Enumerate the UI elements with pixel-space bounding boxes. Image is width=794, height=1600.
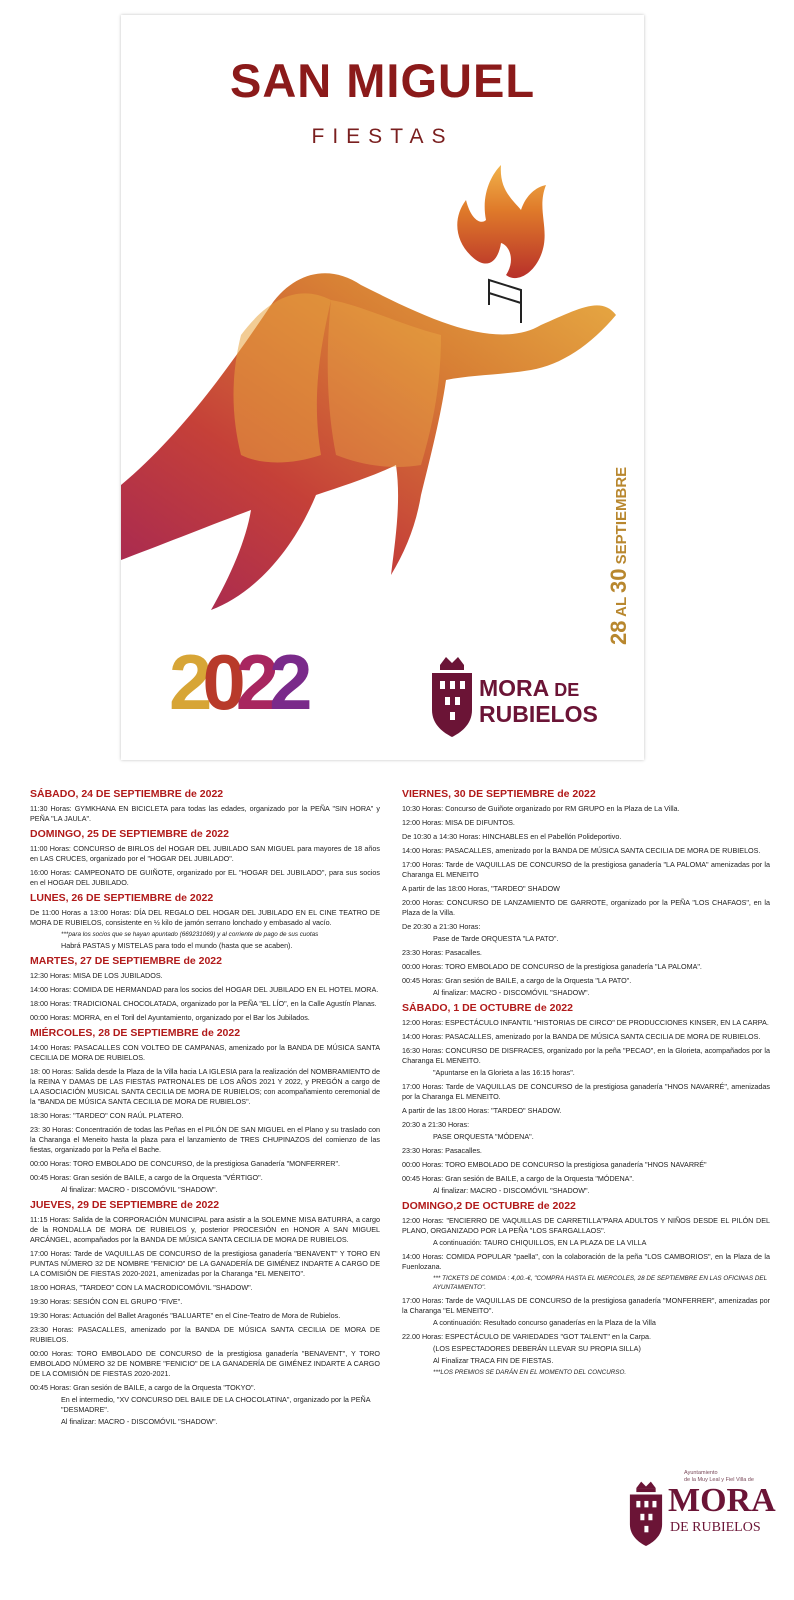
- event-subline: Habrá PASTAS y MISTELAS para todo el mundo (hasta que se acaben).: [61, 941, 293, 950]
- footer-small-line: Ayuntamiento: [684, 1470, 718, 1476]
- dates-start: 28: [606, 620, 631, 645]
- event-item: 00:45 Horas: Gran sesión de BAILE, a cargo de la Orquesta "TOKYO".: [30, 1383, 256, 1392]
- program-column-right: [402, 785, 770, 1381]
- footer-crest-icon: [628, 1480, 664, 1546]
- event-item: De 20:30 a 21:30 Horas:: [402, 922, 481, 931]
- footer-logo: [628, 1470, 778, 1570]
- event-subline: (LOS ESPECTADORES DEBERÁN LLEVAR SU PROPIA SILLA): [433, 1344, 641, 1353]
- event-item: 11:30 Horas: GYMKHANA EN BICICLETA para todas las edades, organizado por la PEÑA "SIN HORA" y PEÑA "LA JAULA".: [30, 804, 380, 823]
- event-item: 22.00 Horas: ESPECTÁCULO DE VARIEDADES "GOT TALENT" en la Carpa.: [402, 1332, 652, 1341]
- event-item: 12:00 Horas: "ENCIERRO DE VAQUILLAS DE CARRETILLA"PARA ADULTOS Y NIÑOS DESDE EL PILÓN DEL PLANO, ORGANIZADO POR LA PEÑA "LOS SFARGALLAOS".: [402, 1216, 770, 1235]
- event-item: 00:45 Horas: Gran sesión de BAILE, a cargo de la Orquesta "MÓDENA".: [402, 1174, 635, 1183]
- event-item: 14:00 Horas: PASACALLES CON VOLTEO DE CAMPANAS, amenizado por la BANDA DE MÚSICA SANTA CECILIA DE MORA DE RUBIELOS.: [30, 1043, 380, 1062]
- event-item: 23:30 Horas: Pasacalles.: [402, 1146, 482, 1155]
- event-item: A partir de las 18:00 Horas, "TARDEO" SHADOW: [402, 884, 560, 893]
- event-subline: Al finalizar: MACRO - DISCOMÓVIL "SHADOW".: [433, 988, 590, 997]
- event-item: 00:00 Horas: TORO EMBOLADO DE CONCURSO de la prestigiosa ganadería "LA PALOMA".: [402, 962, 702, 971]
- event-item: 17:00 Horas: Tarde de VAQUILLAS DE CONCURSO de la prestigiosa ganadería "HNOS NAVARRÉ", amenizadas por la Charanga EL MENEITO.: [402, 1082, 770, 1101]
- bull-artwork: [121, 165, 644, 615]
- event-item: 11:15 Horas: Salida de la CORPORACIÓN MUNICIPAL para asistir a la SOLEMNE MISA BATURRA, a cargo de la RONDALLA DE MORA DE RUBIELOS y, posterior PROCESIÓN en HONOR A SAN MIGUEL ARCÁNGEL, acompañados por la BANDA DE MÚSICA SANTA CECILIA DE MORA DE RUBIELOS.: [30, 1215, 380, 1244]
- event-subline: A continuación: Resultado concurso ganaderías en la Plaza de la Villa: [433, 1318, 656, 1327]
- day-heading: DOMINGO,2 DE OCTUBRE de 2022: [402, 1200, 576, 1212]
- event-item: 14:00 Horas: PASACALLES, amenizado por la BANDA DE MÚSICA SANTA CECILIA DE MORA DE RUBIELOS.: [402, 1032, 761, 1041]
- town-name: [479, 675, 598, 728]
- event-note: ***para los socios que se hayan apuntado (669231069) y al corriente de pago de sus cuotas: [61, 931, 319, 938]
- event-item: 17:00 Horas: Tarde de VAQUILLAS DE CONCURSO de la prestigiosa ganadería "LA PALOMA" amenizadas por la Charanga EL MENEITO: [402, 860, 770, 879]
- event-subline: Al finalizar: MACRO - DISCOMÓVIL "SHADOW".: [61, 1185, 218, 1194]
- day-heading: MARTES, 27 DE SEPTIEMBRE de 2022: [30, 955, 222, 967]
- day-heading: SÁBADO, 24 DE SEPTIEMBRE de 2022: [30, 788, 224, 800]
- event-subline: En el intermedio, "XV CONCURSO DEL BAILE DE LA CHOCOLATINA", organizado por la PEÑA "DESMADRE".: [61, 1395, 371, 1414]
- event-item: 23:30 Horas: PASACALLES, amenizado por la BANDA DE MÚSICA SANTA CECILIA DE MORA DE RUBIELOS.: [30, 1325, 380, 1344]
- event-item: 17:00 Horas: Tarde de VAQUILLAS DE CONCURSO de la prestigiosa ganadería "MONFERRER", amenizadas por la Charanga "EL MENEITO".: [402, 1296, 770, 1315]
- event-item: 00:00 Horas: TORO EMBOLADO DE CONCURSO la prestigiosa ganadería "HNOS NAVARRÉ": [402, 1160, 707, 1169]
- footer-small-line: de la Muy Leal y Fiel Villa de: [684, 1477, 754, 1483]
- day-heading: MIÉRCOLES, 28 DE SEPTIEMBRE de 2022: [30, 1027, 241, 1039]
- fiestas-poster: [121, 15, 644, 760]
- event-note: ***LOS PREMIOS SE DARÁN EN EL MOMENTO DEL CONCURSO.: [433, 1369, 627, 1376]
- event-item: 14:00 Horas: PASACALLES, amenizado por la BANDA DE MÚSICA SANTA CECILIA DE MORA DE RUBIELOS.: [402, 846, 761, 855]
- day-heading: JUEVES, 29 DE SEPTIEMBRE de 2022: [30, 1199, 220, 1211]
- event-item: 18:00 HORAS, "TARDEO" CON LA MACRODICOMÓVIL "SHADOW".: [30, 1283, 253, 1292]
- event-item: 18: 00 Horas: Salida desde la Plaza de la Villa hacia LA IGLESIA para la realización del NOMBRAMIENTO de la REINA Y DAMAS DE LAS FIESTAS PATRONALES DE LOS AÑOS 2021 Y 2022, y PREGÓN a cargo de LA ASOCIACIÓN MUSICAL SANTA CECILIA DE MORA DE RUBIELOS; con acompañamiento ceremonial de la "BANDA DE MÚSICA SANTA CECILIA DE MORA DE RUBIELOS".: [30, 1067, 380, 1106]
- year-digit: 2: [235, 638, 270, 726]
- day-heading: VIERNES, 30 DE SEPTIEMBRE de 2022: [402, 788, 596, 800]
- event-subline: A continuación: TAURO CHIQUILLOS, EN LA PLAZA DE LA VILLA: [433, 1238, 647, 1247]
- flame-holder: [489, 280, 521, 323]
- dates-end: 30: [606, 568, 631, 593]
- poster-year: [169, 638, 303, 726]
- event-item: 00:00 Horas: MORRA, en el Toril del Ayuntamiento, organizado por el Bar los Jubilados.: [30, 1013, 310, 1022]
- year-digit: 2: [269, 638, 303, 726]
- day-heading: DOMINGO, 25 DE SEPTIEMBRE de 2022: [30, 828, 229, 840]
- event-item: 20:00 Horas: CONCURSO DE LANZAMIENTO DE GARROTE, organizado por la PEÑA "LOS CHAFAOS", en la Plaza de la Villa.: [402, 898, 770, 917]
- dates-month: SEPTIEMBRE: [613, 466, 630, 565]
- dates-al: AL: [613, 597, 630, 617]
- footer-town-name: MORA: [668, 1482, 776, 1519]
- event-item: 00:45 Horas: Gran sesión de BAILE, a cargo de la Orquesta "LA PATO".: [402, 976, 632, 985]
- day-heading: LUNES, 26 DE SEPTIEMBRE de 2022: [30, 892, 214, 904]
- event-item: 23:30 Horas: Pasacalles.: [402, 948, 482, 957]
- event-item: De 10:30 a 14:30 Horas: HINCHABLES en el Pabellón Polideportivo.: [402, 832, 622, 841]
- event-item: 10:30 Horas: Concurso de Guiñote organizado por RM GRUPO en la Plaza de La Villa.: [402, 804, 680, 813]
- day-heading: SÁBADO, 1 DE OCTUBRE de 2022: [402, 1002, 573, 1014]
- event-item: 23: 30 Horas: Concentración de todas las Peñas en el PILÓN DE SAN MIGUEL en el Plano y su traslado con la Charanga el Meneito hasta la plaza para el lanzamiento de TRES CHUPINAZOS del comienzo de las fiestas, organizado por la Peña el Bache.: [30, 1125, 380, 1154]
- poster-title: SAN MIGUEL: [229, 54, 536, 107]
- event-item: 14:00 Horas: COMIDA DE HERMANDAD para los socios del HOGAR DEL JUBILADO EN EL HOTEL MORA.: [30, 985, 379, 994]
- poster-subtitle: FIESTAS: [311, 125, 454, 148]
- event-subline: Al Finalizar TRACA FIN DE FIESTAS.: [433, 1356, 554, 1365]
- event-subline: Al finalizar: MACRO - DISCOMÓVIL "SHADOW".: [61, 1417, 218, 1426]
- event-item: A partir de las 18:00 Horas: "TARDEO" SHADOW.: [402, 1106, 562, 1115]
- event-item: 16:00 Horas: CAMPEONATO DE GUIÑOTE, organizado por EL "HOGAR DEL JUBILADO", para sus socios en el HOGAR DEL JUBILADO.: [30, 868, 380, 887]
- bull-highlight: [234, 293, 332, 462]
- event-item: 20:30 a 21:30 Horas:: [402, 1120, 470, 1129]
- event-item: 12:30 Horas: MISA DE LOS JUBILADOS.: [30, 971, 163, 980]
- event-item: 14:00 Horas: COMIDA POPULAR "paella", con la colaboración de la peña "LOS CAMBORIOS", en la Plaza de la Fuenlozana.: [402, 1252, 770, 1271]
- town-name-line2: RUBIELOS: [479, 701, 598, 728]
- footer-town-sub: DE RUBIELOS: [670, 1520, 761, 1535]
- event-item: 17:00 Horas: Tarde de VAQUILLAS DE CONCURSO de la prestigiosa ganadería "BENAVENT" Y TORO EN PUNTAS NÚMERO 32 DE NOMBRE "FENICIO" DE LA GANADERÍA DE GIMÉNEZ INDARTE A CARGO DE LA COMISIÓN DE FIESTAS 2020-2021, amenizadas por la Charanga "EL MENEITO".: [30, 1249, 380, 1278]
- town-name-line1: MORA: [479, 675, 550, 701]
- event-item: 18:30 Horas: "TARDEO" CON RAÚL PLATERO.: [30, 1111, 184, 1120]
- event-item: 19:30 Horas: Actuación del Ballet Aragonés "BALUARTE" en el Cine-Teatro de Mora de Rubielos.: [30, 1311, 341, 1320]
- event-subline: Al finalizar: MACRO - DISCOMÓVIL "SHADOW".: [433, 1186, 590, 1195]
- flame-icon: [457, 165, 546, 278]
- event-note: *** TICKETS DE COMIDA : 4,00.-€, "COMPRA HASTA EL MIERCOLES, 28 DE SEPTIEMBRE EN LAS OFICINAS DEL AYUNTAMIENTO".: [433, 1275, 767, 1291]
- event-subline: "Apuntarse en la Glorieta a las 16:15 horas".: [433, 1068, 575, 1077]
- event-item: 00:00 Horas: TORO EMBOLADO DE CONCURSO, de la prestigiosa Ganadería "MONFERRER".: [30, 1159, 341, 1168]
- town-name-de: DE: [549, 680, 580, 700]
- event-item: 18:00 Horas: TRADICIONAL CHOCOLATADA, organizado por la PEÑA "EL LÍO", en la Calle Agustín Planas.: [30, 999, 377, 1008]
- program-column-left: [30, 785, 380, 1431]
- event-item: 00:45 Horas: Gran sesión de BAILE, a cargo de la Orquesta "VÉRTIGO".: [30, 1173, 263, 1182]
- event-item: 00:00 Horas: TORO EMBOLADO DE CONCURSO de la prestigiosa ganadería "BENAVENT", Y TORO EMBOLADO NÚMERO 32 DE NOMBRE "FENICIO" DE LA GANADERÍA DE GIMÉNEZ INDARTE A CARGO DE LA COMISIÓN DE FIESTAS 2020-2021.: [30, 1349, 380, 1378]
- year-digit: 0: [202, 638, 236, 726]
- town-crest-icon: [430, 655, 474, 737]
- fiesta-dates: [606, 467, 632, 645]
- event-subline: PASE ORQUESTA "MÓDENA".: [433, 1132, 534, 1141]
- event-subline: Pase de Tarde ORQUESTA "LA PATO".: [433, 934, 559, 943]
- event-item: 19:30 Horas: SESIÓN CON EL GRUPO "FIVE".: [30, 1297, 183, 1306]
- event-item: 12:00 Horas: MISA DE DIFUNTOS.: [402, 818, 515, 827]
- year-digit: 2: [169, 638, 203, 726]
- event-item: 16:30 Horas: CONCURSO DE DISFRACES, organizado por la peña "PECAO", en la Glorieta, acompañados por la Charanga EL MENEITO.: [402, 1046, 770, 1065]
- event-item: 11:00 Horas: CONCURSO de BIRLOS del HOGAR DEL JUBILADO SAN MIGUEL para mayores de 18 años en LAS CRUCES, organizado por el "HOGAR DEL JUBILADO".: [30, 844, 380, 863]
- event-item: De 11:00 Horas a 13:00 Horas: DÍA DEL REGALO DEL HOGAR DEL JUBILADO EN EL CINE TEATRO DE MORA DE RUBIELOS, consistente en ½ kilo de jamón serrano lonchado y embasado al vacío.: [30, 908, 380, 927]
- event-item: 12:00 Horas: ESPECTÁCULO INFANTIL "HISTORIAS DE CIRCO" DE PRODUCCIONES KINSER, EN LA CARPA.: [402, 1018, 769, 1027]
